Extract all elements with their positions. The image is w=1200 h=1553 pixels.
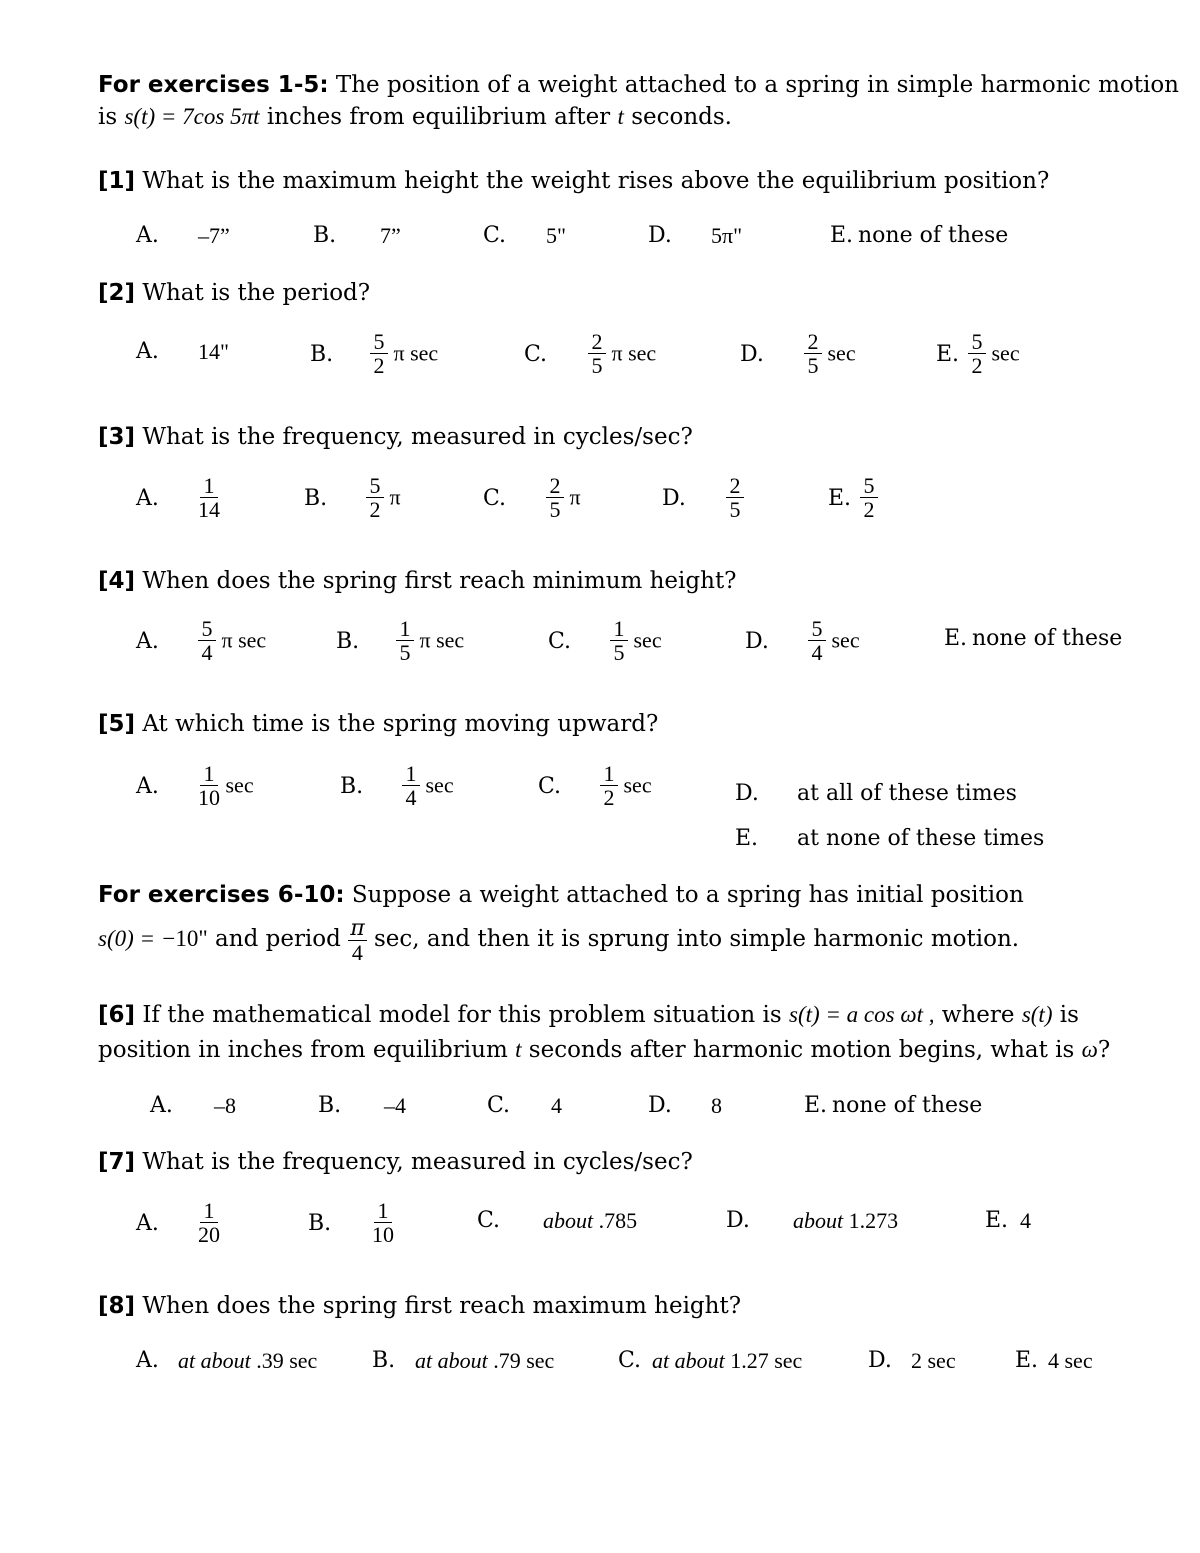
q1-option-0-text: –7” [198, 223, 230, 248]
q6-option-0-value [214, 1092, 236, 1121]
q3-option-3-numerator: 2 [726, 474, 744, 498]
q8-option-1-value [415, 1347, 554, 1376]
period-fraction-denominator: 4 [351, 939, 363, 965]
q2-option-4-fraction [968, 330, 986, 377]
q1-option-2-value [546, 222, 566, 251]
q2-option-0-text: 14" [198, 339, 229, 364]
q6-option-1-letter: B. [318, 1093, 342, 1118]
q1-option-4-value [858, 222, 1008, 250]
q6-option-3-value [711, 1092, 722, 1121]
q3-option-0-denominator: 14 [198, 497, 220, 522]
intro-2-text-3: sec, and then it is sprung into simple harmonic motion. [373, 926, 1020, 952]
q3-option-3-letter: D. [662, 486, 686, 511]
q4-option-2-numerator: 1 [610, 617, 628, 641]
q5-option-0-value [198, 762, 254, 809]
q3-option-1-denominator: 2 [369, 497, 381, 522]
q2-option-0-letter: A. [136, 339, 159, 364]
q1-option-3-value [711, 222, 742, 251]
q7-option-2-about: about [543, 1208, 599, 1233]
q4-option-4-letter: E. [944, 626, 968, 651]
q2-option-2-value [588, 330, 656, 377]
intro-2-line-2 [98, 916, 1019, 964]
question-4-number: [4] [98, 568, 136, 594]
q2-option-4-value [968, 330, 1020, 377]
q6-option-3-text: 8 [711, 1093, 722, 1118]
intro-1-line-1 [98, 70, 1179, 100]
q2-option-4-letter: E. [936, 342, 960, 367]
q4-option-0-letter: A. [136, 629, 159, 654]
q4-option-3-suffix: sec [826, 627, 860, 653]
q1-option-2-text: 5" [546, 223, 566, 248]
q2-option-3-fraction [804, 330, 822, 377]
q1-option-4-letter: E. [830, 223, 854, 248]
q8-option-2-value [652, 1347, 802, 1376]
q4-option-0-numerator: 5 [198, 617, 216, 641]
intro-2-s0: s(0) = [98, 926, 156, 951]
question-5 [98, 709, 658, 739]
q2-option-2-numerator: 2 [588, 330, 606, 354]
intro-1-text: The position of a weight attached to a spring in simple harmonic motion [335, 72, 1179, 98]
q7-option-4-value [1020, 1207, 1031, 1236]
question-5-number: [5] [98, 711, 136, 737]
q1-option-0-value [198, 222, 230, 251]
q2-option-3-numerator: 2 [804, 330, 822, 354]
q5-option-1-suffix: sec [420, 772, 454, 798]
q5-option-0-numerator: 1 [200, 762, 218, 786]
q1-option-1-text: 7” [380, 223, 401, 248]
q3-option-1-letter: B. [304, 486, 328, 511]
q4-option-4-value [972, 625, 1122, 653]
question-3 [98, 422, 693, 452]
q3-option-1-suffix: π [384, 484, 401, 510]
q4-option-3-value [808, 617, 860, 664]
question-3-text: What is the frequency, measured in cycles/sec? [142, 424, 693, 450]
q2-option-1-letter: B. [310, 342, 334, 367]
q4-option-1-numerator: 1 [396, 617, 414, 641]
question-4 [98, 566, 737, 596]
q5-option-2-letter: C. [538, 774, 562, 799]
q8-option-4-text: 4 sec [1048, 1348, 1093, 1373]
q4-option-2-fraction [610, 617, 628, 664]
q4-option-1-fraction [396, 617, 414, 664]
q4-option-2-suffix: sec [628, 627, 662, 653]
question-8 [98, 1291, 741, 1321]
q5-option-4-value [797, 825, 1044, 853]
q8-option-4-letter: E. [1015, 1348, 1039, 1373]
q4-option-0-value [198, 617, 266, 664]
q3-option-2-numerator: 2 [546, 474, 564, 498]
q1-option-3-letter: D. [648, 223, 672, 248]
q2-option-3-suffix: sec [822, 340, 856, 366]
q6-option-0-letter: A. [150, 1093, 173, 1118]
q3-option-2-suffix: π [564, 484, 581, 510]
q1-option-2-letter: C. [483, 223, 507, 248]
q5-option-3-letter: D. [735, 781, 759, 806]
intro-1-formula: s(t) = 7cos 5πt [124, 104, 260, 129]
question-6-line-2a: position in inches from equilibrium [98, 1037, 508, 1063]
q8-option-0-value [178, 1347, 317, 1376]
q2-option-4-suffix: sec [986, 340, 1020, 366]
q3-option-4-fraction [860, 474, 878, 521]
q2-option-2-fraction [588, 330, 606, 377]
q2-option-1-denominator: 2 [373, 353, 385, 378]
q5-option-0-fraction [198, 762, 220, 809]
question-6-line-2 [98, 1035, 1110, 1065]
q2-option-2-denominator: 5 [591, 353, 603, 378]
q2-option-1-numerator: 5 [370, 330, 388, 354]
q8-option-3-text: 2 sec [911, 1348, 956, 1373]
q1-option-0-letter: A. [136, 223, 159, 248]
q8-option-4-value [1048, 1347, 1093, 1376]
q7-option-4-letter: E. [985, 1208, 1009, 1233]
question-6-text-3: is [1059, 1002, 1079, 1028]
question-6-formula: s(t) = a cos ωt , [789, 1002, 935, 1027]
q5-option-2-suffix: sec [618, 772, 652, 798]
q2-option-2-suffix: π sec [606, 340, 657, 366]
q7-option-2-text: .785 [598, 1208, 638, 1233]
q8-option-2-text: 1.27 sec [730, 1348, 803, 1373]
question-7-text: What is the frequency, measured in cycles/sec? [142, 1149, 693, 1175]
q2-option-1-suffix: π sec [388, 340, 439, 366]
q4-option-3-denominator: 4 [811, 640, 823, 665]
q4-option-3-fraction [808, 617, 826, 664]
intro-1-end: seconds. [631, 104, 732, 130]
q5-option-4-letter: E. [735, 826, 759, 851]
question-6-line-1 [98, 1000, 1079, 1030]
intro-2-s0-value: −10" [162, 926, 208, 951]
q3-option-3-fraction [726, 474, 744, 521]
q7-option-3-letter: D. [726, 1208, 750, 1233]
q4-option-3-numerator: 5 [808, 617, 826, 641]
q7-option-0-fraction [198, 1199, 220, 1246]
q5-option-4-text: at none of these times [797, 826, 1045, 851]
q7-option-0-numerator: 1 [200, 1199, 218, 1223]
q8-option-0-text: .39 sec [256, 1348, 318, 1373]
q4-option-1-suffix: π sec [414, 627, 465, 653]
q7-option-4-text: 4 [1020, 1208, 1031, 1233]
q2-option-2-letter: C. [524, 342, 548, 367]
q4-option-1-denominator: 5 [399, 640, 411, 665]
q4-option-0-suffix: π sec [216, 627, 267, 653]
question-6-mark: ? [1097, 1037, 1111, 1063]
question-1 [98, 166, 1049, 196]
q2-option-1-value [370, 330, 438, 377]
intro-1-var-t: t [617, 104, 624, 129]
question-2-text: What is the period? [142, 280, 371, 306]
q4-option-3-letter: D. [745, 629, 769, 654]
q6-option-2-value [551, 1092, 562, 1121]
q5-option-1-numerator: 1 [402, 762, 420, 786]
q6-option-4-text: none of these [832, 1093, 983, 1118]
q4-option-2-value [610, 617, 662, 664]
q6-option-1-text: –4 [384, 1093, 406, 1118]
q5-option-0-denominator: 10 [198, 785, 220, 810]
q5-option-3-text: at all of these times [797, 781, 1017, 806]
q2-option-3-value [804, 330, 856, 377]
q5-option-1-denominator: 4 [405, 785, 417, 810]
q7-option-3-value [793, 1207, 898, 1236]
q5-option-0-letter: A. [136, 774, 159, 799]
question-6-omega: ω [1081, 1037, 1098, 1062]
q8-option-2-about: at about [652, 1348, 731, 1373]
q8-option-3-value [911, 1347, 956, 1376]
q4-option-0-denominator: 4 [201, 640, 213, 665]
q2-option-1-fraction [370, 330, 388, 377]
q1-option-1-letter: B. [313, 223, 337, 248]
intro-1-line-2 [98, 102, 732, 132]
intro-2-text-2: and period [215, 926, 341, 952]
q7-option-0-letter: A. [136, 1211, 159, 1236]
q4-option-2-letter: C. [548, 629, 572, 654]
q7-option-3-about: about [793, 1208, 849, 1233]
q7-option-0-value [198, 1199, 220, 1246]
question-7-number: [7] [98, 1149, 136, 1175]
q8-option-3-letter: D. [868, 1348, 892, 1373]
question-4-text: When does the spring first reach minimum height? [142, 568, 737, 594]
intro-1-rest: inches from equilibrium after [266, 104, 611, 130]
q1-option-1-value [380, 222, 401, 251]
q8-option-2-letter: C. [618, 1348, 642, 1373]
q5-option-2-numerator: 1 [600, 762, 618, 786]
question-5-text: At which time is the spring moving upward? [142, 711, 659, 737]
q2-option-0-value [198, 338, 229, 367]
question-2 [98, 278, 370, 308]
q8-option-0-about: at about [178, 1348, 257, 1373]
q5-option-1-fraction [402, 762, 420, 809]
q6-option-2-text: 4 [551, 1093, 562, 1118]
question-6-number: [6] [98, 1002, 136, 1028]
q3-option-3-denominator: 5 [729, 497, 741, 522]
q2-option-4-denominator: 2 [971, 353, 983, 378]
q4-option-0-fraction [198, 617, 216, 664]
q6-option-4-value [832, 1092, 982, 1120]
question-8-number: [8] [98, 1293, 136, 1319]
q3-option-4-denominator: 2 [863, 497, 875, 522]
q5-option-2-value [600, 762, 652, 809]
q7-option-2-letter: C. [477, 1208, 501, 1233]
q5-option-3-value [797, 780, 1017, 808]
question-6-line-2b: seconds after harmonic motion begins, what is [528, 1037, 1075, 1063]
question-6-text-2: where [941, 1002, 1015, 1028]
q7-option-3-text: 1.273 [848, 1208, 899, 1233]
q3-option-0-letter: A. [136, 486, 159, 511]
q8-option-0-letter: A. [136, 1348, 159, 1373]
intro-1-is: is [98, 104, 118, 130]
q8-option-1-letter: B. [372, 1348, 396, 1373]
q2-option-3-letter: D. [740, 342, 764, 367]
q7-option-1-value [372, 1199, 394, 1246]
q6-option-2-letter: C. [487, 1093, 511, 1118]
q5-option-1-value [402, 762, 454, 809]
period-fraction-numerator: π [350, 915, 365, 941]
intro-1-heading: For exercises 1-5: [98, 72, 329, 98]
q2-option-4-numerator: 5 [968, 330, 986, 354]
q4-option-4-text: none of these [972, 626, 1123, 651]
q8-option-1-about: at about [415, 1348, 494, 1373]
q4-option-2-denominator: 5 [613, 640, 625, 665]
q3-option-1-numerator: 5 [366, 474, 384, 498]
question-8-text: When does the spring first reach maximum height? [142, 1293, 742, 1319]
question-6-var-t: t [515, 1037, 522, 1062]
q5-option-1-letter: B. [340, 774, 364, 799]
q6-option-0-text: –8 [214, 1093, 236, 1118]
q4-option-1-letter: B. [336, 629, 360, 654]
q3-option-2-letter: C. [483, 486, 507, 511]
question-6-text-1: If the mathematical model for this problem situation is [142, 1002, 782, 1028]
q3-option-0-value [198, 474, 220, 521]
q6-option-1-value [384, 1092, 406, 1121]
q3-option-0-numerator: 1 [200, 474, 218, 498]
q1-option-4-text: none of these [858, 223, 1009, 248]
q2-option-3-denominator: 5 [807, 353, 819, 378]
intro-2-heading: For exercises 6-10: [98, 882, 345, 908]
q7-option-1-numerator: 1 [374, 1199, 392, 1223]
q7-option-0-denominator: 20 [198, 1222, 220, 1247]
q7-option-1-letter: B. [308, 1211, 332, 1236]
q3-option-1-value [366, 474, 401, 521]
question-1-text: What is the maximum height the weight rises above the equilibrium position? [142, 168, 1050, 194]
q3-option-2-value [546, 474, 581, 521]
q3-option-4-numerator: 5 [860, 474, 878, 498]
intro-2-text-1: Suppose a weight attached to a spring has initial position [351, 882, 1024, 908]
q3-option-0-fraction [198, 474, 220, 521]
question-3-number: [3] [98, 424, 136, 450]
q3-option-2-fraction [546, 474, 564, 521]
q3-option-3-value [726, 474, 744, 521]
question-7 [98, 1147, 693, 1177]
q3-option-4-value [860, 474, 878, 521]
period-fraction [348, 917, 366, 964]
question-1-number: [1] [98, 168, 136, 194]
q5-option-2-denominator: 2 [603, 785, 615, 810]
intro-2-line-1 [98, 880, 1024, 910]
question-2-number: [2] [98, 280, 136, 306]
q8-option-1-text: .79 sec [493, 1348, 555, 1373]
q3-option-2-denominator: 5 [549, 497, 561, 522]
q5-option-2-fraction [600, 762, 618, 809]
q1-option-3-text: 5π" [711, 223, 743, 248]
q6-option-4-letter: E. [804, 1093, 828, 1118]
q3-option-4-letter: E. [828, 486, 852, 511]
q5-option-0-suffix: sec [220, 772, 254, 798]
q6-option-3-letter: D. [648, 1093, 672, 1118]
q3-option-1-fraction [366, 474, 384, 521]
q4-option-1-value [396, 617, 464, 664]
question-6-st: s(t) [1021, 1002, 1053, 1027]
q7-option-1-denominator: 10 [372, 1222, 394, 1247]
q7-option-1-fraction [372, 1199, 394, 1246]
q7-option-2-value [543, 1207, 637, 1236]
